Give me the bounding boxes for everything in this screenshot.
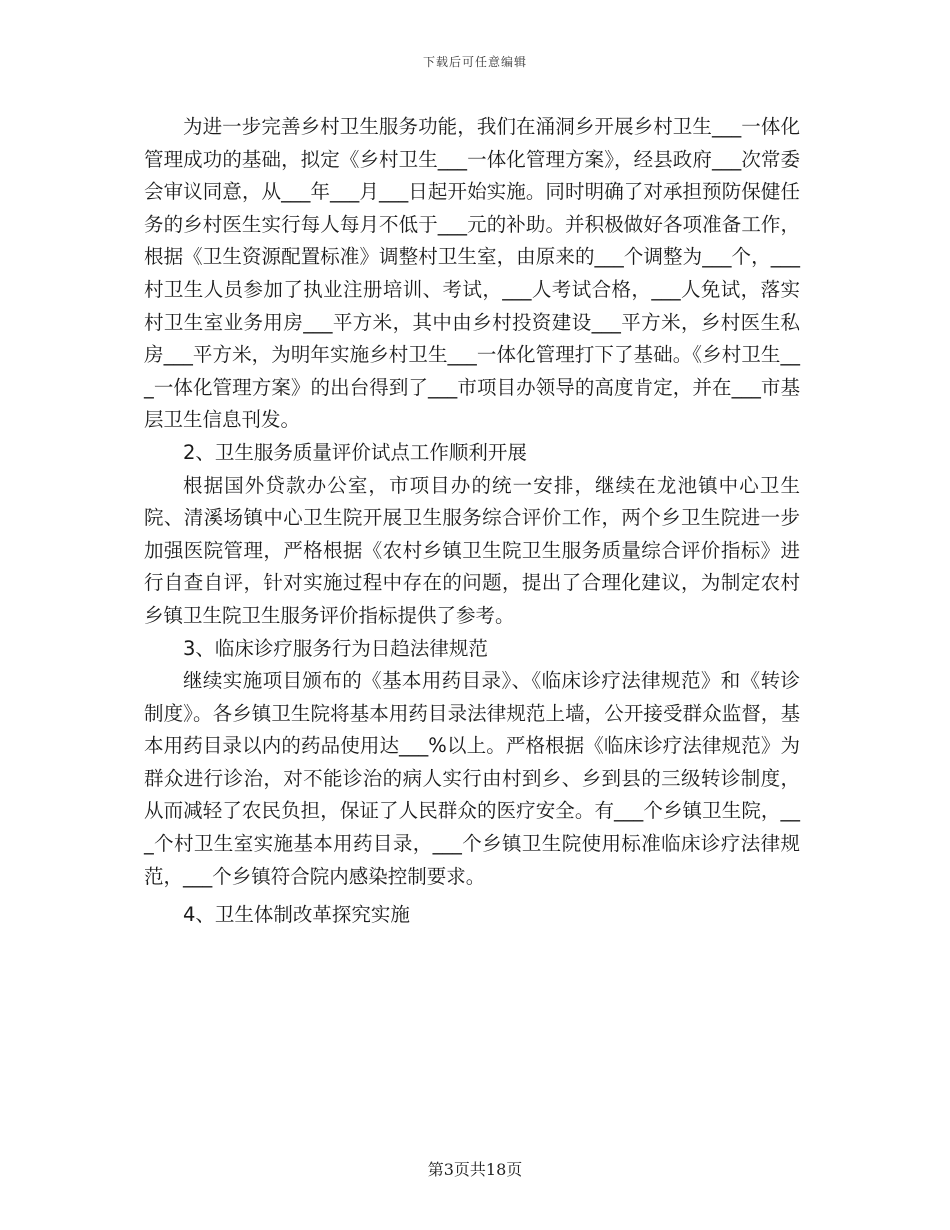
paragraph-integration-management: 为进一步完善乡村卫生服务功能，我们在涌洞乡开展乡村卫生___一体化管理成功的基础，拟定《乡村卫生___一体化管理方案》，经县政府___次常委会审议同意，从___年___月___日起开始实施。同时明确了对承担预防保健任务的乡村医生实行每人每月不低于___元的补助。并积极做好各项准备工作，根据《卫生资源配置标准》调整村卫生室，由原来的___个调整为___个，___村卫生人员参加了执业注册培训、考试，___人考试合格，___人免试，落实村卫生室业务用房___平方米，其中由乡村投资建设___平方米，乡村医生私房___平方米，为明年实施乡村卫生___一体化管理打下了基础。《乡村卫生___一体化管理方案》的出台得到了___市项目办领导的高度肯定，并在___市基层卫生信息刊发。 <box>144 115 800 432</box>
section-heading-3: 3、临床诊疗服务行为日趋法律规范 <box>183 636 488 660</box>
page-header: 下载后可任意编辑 <box>422 55 527 69</box>
section-heading-2: 2、卫生服务质量评价试点工作顺利开展 <box>183 440 527 464</box>
page-number: 第3页共18页 <box>427 1160 523 1179</box>
paragraph-quality-evaluation: 根据国外贷款办公室，市项目办的统一安排，继续在龙池镇中心卫生院、清溪场镇中心卫生院开展卫生服务综合评价工作，两个乡卫生院进一步加强医院管理，严格根据《农村乡镇卫生院卫生服务质量综合评价指标》进行自查自评，针对实施过程中存在的问题，提出了合理化建议，为制定农村乡镇卫生院卫生服务评价指标提供了参考。 <box>144 473 800 627</box>
document-body <box>144 111 800 932</box>
section-heading-4: 4、卫生体制改革探究实施 <box>183 903 410 927</box>
paragraph-clinical-standards: 继续实施项目颁布的《基本用药目录》、《临床诊疗法律规范》和《转诊制度》。各乡镇卫生院将基本用药目录法律规范上墙，公开接受群众监督，基本用药目录以内的药品使用达___%以上。严格根据《临床诊疗法律规范》为群众进行诊治，对不能诊治的病人实行由村到乡、乡到县的三级转诊制度，从而减轻了农民负担，保证了人民群众的医疗安全。有___个乡镇卫生院，___个村卫生室实施基本用药目录，___个乡镇卫生院使用标准临床诊疗法律规范，___个乡镇符合院内感染控制要求。 <box>144 669 800 888</box>
